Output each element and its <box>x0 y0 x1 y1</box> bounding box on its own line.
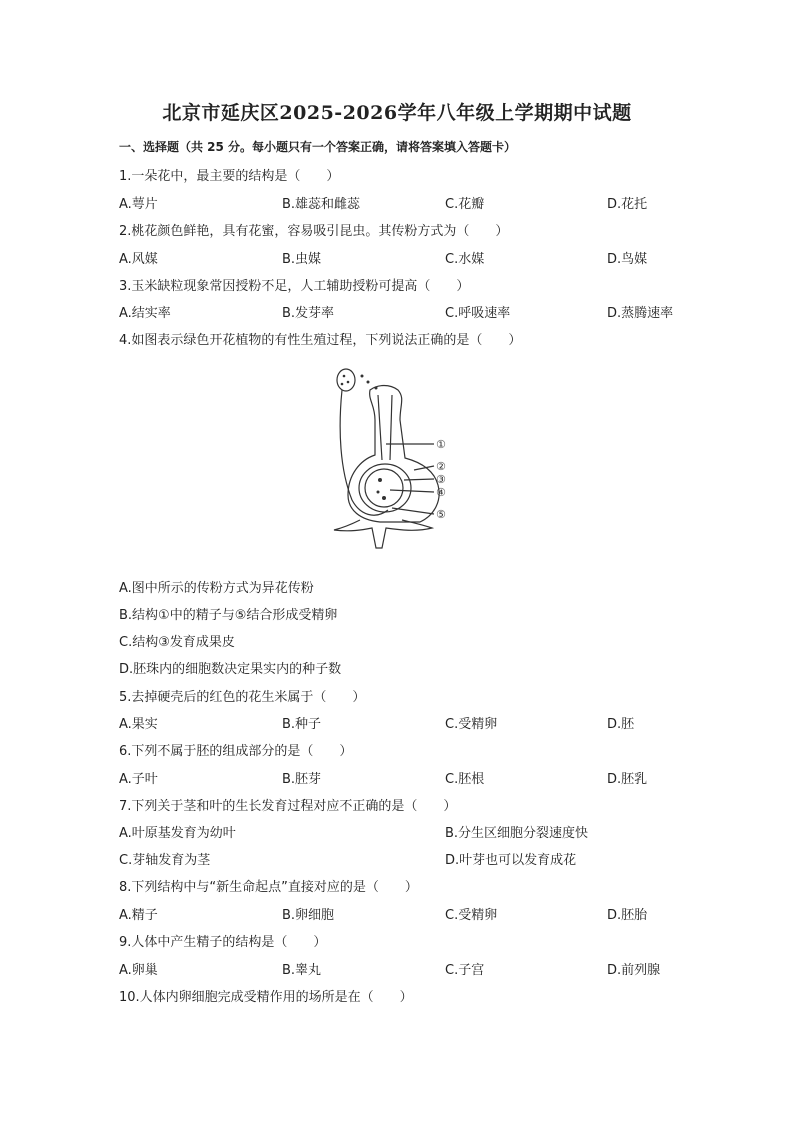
question-9-option-a[interactable]: A.卵巢 <box>119 963 158 978</box>
question-3-option-a[interactable]: A.结实率 <box>119 306 171 321</box>
question-3-stem: 3.玉米缺粒现象常因授粉不足，人工辅助授粉可提高（ ） <box>119 279 470 294</box>
question-3-option-d[interactable]: D.蒸腾速率 <box>607 306 674 321</box>
question-6-option-b[interactable]: B.胚芽 <box>282 772 322 787</box>
question-7-option-a[interactable]: A.叶原基发育为幼叶 <box>119 826 236 841</box>
question-10-stem: 10.人体内卵细胞完成受精作用的场所是在（ ） <box>119 990 413 1005</box>
question-6-option-c[interactable]: C.胚根 <box>445 772 485 787</box>
question-8-option-d[interactable]: D.胚胎 <box>607 908 648 923</box>
question-9-stem: 9.人体中产生精子的结构是（ ） <box>119 935 327 950</box>
question-4-option-a[interactable]: A.图中所示的传粉方式为异花传粉 <box>119 581 314 596</box>
question-3-option-b[interactable]: B.发芽率 <box>282 306 335 321</box>
question-5-stem: 5.去掉硬壳后的红色的花生米属于（ ） <box>119 690 366 705</box>
question-2-option-a[interactable]: A.风媒 <box>119 252 158 267</box>
figure-label-5: ⑤ <box>436 508 446 521</box>
question-6-stem: 6.下列不属于胚的组成部分的是（ ） <box>119 744 353 759</box>
question-8-option-c[interactable]: C.受精卵 <box>445 908 498 923</box>
pistil-diagram <box>320 360 460 555</box>
figure-label-1: ① <box>436 438 446 451</box>
question-4-option-b[interactable]: B.结构①中的精子与⑤结合形成受精卵 <box>119 608 338 623</box>
question-6-option-a[interactable]: A.子叶 <box>119 772 158 787</box>
question-5-option-d[interactable]: D.胚 <box>607 717 635 732</box>
question-6-option-d[interactable]: D.胚乳 <box>607 772 648 787</box>
question-1-option-d[interactable]: D.花托 <box>607 197 648 212</box>
figure-label-2: ② <box>436 460 446 473</box>
pistil-outline <box>348 386 439 523</box>
question-1-option-a[interactable]: A.萼片 <box>119 197 158 212</box>
figure-label-4: ④ <box>436 486 446 499</box>
question-9-option-c[interactable]: C.子宫 <box>445 963 485 978</box>
question-5-option-c[interactable]: C.受精卵 <box>445 717 498 732</box>
question-4-stem: 4.如图表示绿色开花植物的有性生殖过程，下列说法正确的是（ ） <box>119 333 522 348</box>
question-8-option-a[interactable]: A.精子 <box>119 908 158 923</box>
question-4-option-c[interactable]: C.结构③发育成果皮 <box>119 635 235 650</box>
page-title: 北京市延庆区2025-2026学年八年级上学期期中试题 <box>162 102 632 124</box>
question-7-option-c[interactable]: C.芽轴发育为茎 <box>119 853 211 868</box>
question-7-stem: 7.下列关于茎和叶的生长发育过程对应不正确的是（ ） <box>119 799 457 814</box>
pollen-tube <box>340 390 388 515</box>
question-7-option-d[interactable]: D.叶芽也可以发育成花 <box>445 853 577 868</box>
question-2-stem: 2.桃花颜色鲜艳，具有花蜜，容易吸引昆虫。其传粉方式为（ ） <box>119 224 509 239</box>
question-4-option-d[interactable]: D.胚珠内的细胞数决定果实内的种子数 <box>119 662 342 677</box>
question-2-option-b[interactable]: B.虫媒 <box>282 252 322 267</box>
question-8-option-b[interactable]: B.卵细胞 <box>282 908 335 923</box>
question-1-stem: 1.一朵花中，最主要的结构是（ ） <box>119 169 340 184</box>
question-1-option-c[interactable]: C.花瓣 <box>445 197 485 212</box>
question-2-option-c[interactable]: C.水媒 <box>445 252 485 267</box>
question-5-option-b[interactable]: B.种子 <box>282 717 322 732</box>
question-1-option-b[interactable]: B.雄蕊和雌蕊 <box>282 197 361 212</box>
question-7-option-b[interactable]: B.分生区细胞分裂速度快 <box>445 826 589 841</box>
stigma-oval <box>337 369 355 391</box>
question-8-stem: 8.下列结构中与“新生命起点”直接对应的是（ ） <box>119 880 418 895</box>
question-2-option-d[interactable]: D.鸟媒 <box>607 252 648 267</box>
question-3-option-c[interactable]: C.呼吸速率 <box>445 306 511 321</box>
question-9-option-d[interactable]: D.前列腺 <box>607 963 661 978</box>
question-5-option-a[interactable]: A.果实 <box>119 717 158 732</box>
section-heading: 一、选择题（共 25 分。每小题只有一个答案正确，请将答案填入答题卡） <box>119 140 517 154</box>
ovule-inner <box>365 469 403 507</box>
receptacle <box>334 520 432 548</box>
question-9-option-b[interactable]: B.睾丸 <box>282 963 322 978</box>
figure-label-3: ③ <box>436 473 446 486</box>
